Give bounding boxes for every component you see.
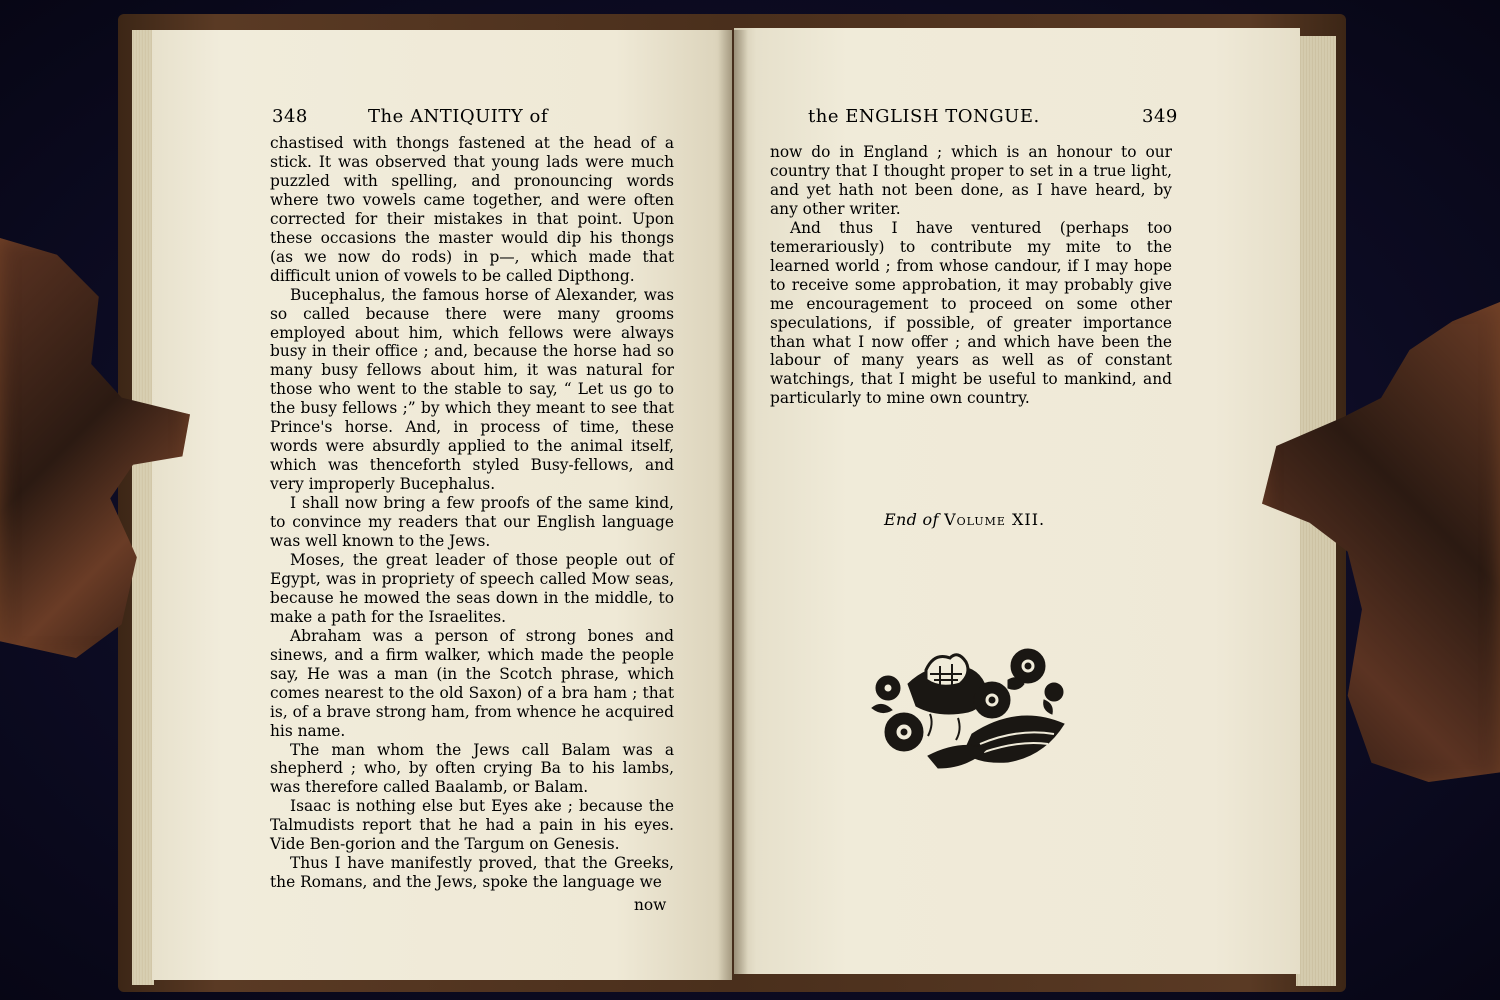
left-paragraph: I shall now bring a few proofs of the same kind, to convince my readers that our English language was well known to the Jews.	[270, 494, 674, 551]
book-gutter	[718, 30, 748, 980]
right-running-head: the ENGLISH TONGUE.	[808, 106, 1040, 127]
page-edges-left	[132, 30, 154, 985]
left-paragraph: chastised with thongs fastened at the head of a stick. It was observed that young lads were much puzzled with spelling, and pronouncing words where two vowels came together, and were often corrected for their mistakes in that point. Upon these occasions the master would dip his thongs (as we now do rods) in p—, which made that difficult union of vowels to be called Dipthong.	[270, 134, 674, 285]
left-paragraph: Abraham was a person of strong bones and sinews, and a firm walker, which made the people say, He was a man (in the Scotch phrase, which comes nearest to the old Saxon) of a bra ham ; that is, of a brave strong ham, from whence he acquired his name.	[270, 626, 674, 740]
end-of-volume-note	[884, 510, 1045, 529]
right-paragraph: now do in England ; which is an honour to our country that I thought proper to set in a true light, and yet hath not been done, as I have heard, by any other writer.	[770, 143, 1172, 218]
catchword: now	[634, 896, 667, 914]
left-paragraph: The man whom the Jews call Balam was a shepherd ; who, by often crying Ba to his lambs, was therefore called Baalamb, or Balam.	[270, 740, 674, 797]
left-paragraph: Bucephalus, the famous horse of Alexander, was so called because there were many grooms employed about him, which fellows were always busy in their office ; and, because the horse had so many busy fellows about him, it was natural for those who went to the stable to say, “ Let us go to the busy fellows ;” by which they meant to see that Prince's horse. And, in process of time, these words were absurdly applied to the animal itself, which was thenceforth styled Busy-fellows, and very improperly Bucephalus.	[270, 285, 674, 494]
left-page-number: 348	[272, 106, 308, 127]
right-page-text	[770, 143, 1172, 408]
left-paragraph: Moses, the great leader of those people out of Egypt, was in propriety of speech called Mow seas, because he mowed the seas down in the middle, to make a path for the Israelites.	[270, 550, 674, 626]
left-running-head: The ANTIQUITY of	[368, 106, 548, 127]
end-note-prefix: End of	[884, 510, 939, 529]
left-paragraph: Thus I have manifestly proved, that the Greeks, the Romans, and the Jews, spoke the language we	[270, 854, 674, 892]
end-note-volume: Volume XII.	[944, 510, 1046, 529]
cornucopia-ornament-icon	[868, 644, 1072, 772]
left-paragraph: Isaac is nothing else but Eyes ake ; because the Talmudists report that he had a pain in his eyes. Vide Ben-gorion and the Targum on Genesis.	[270, 797, 674, 854]
right-paragraph: And thus I have ventured (perhaps too temerariously) to contribute my mite to the learned world ; from whose candour, if I may hope to receive some approbation, it may probably give me encouragement to proceed on some other speculations, if possible, of greater importance than what I now offer ; and which have been the labour of many years as well as of constant watchings, that I might be useful to mankind, and particularly to mine own country.	[770, 218, 1172, 408]
right-page-number: 349	[1142, 106, 1178, 127]
left-page-text	[270, 134, 674, 892]
